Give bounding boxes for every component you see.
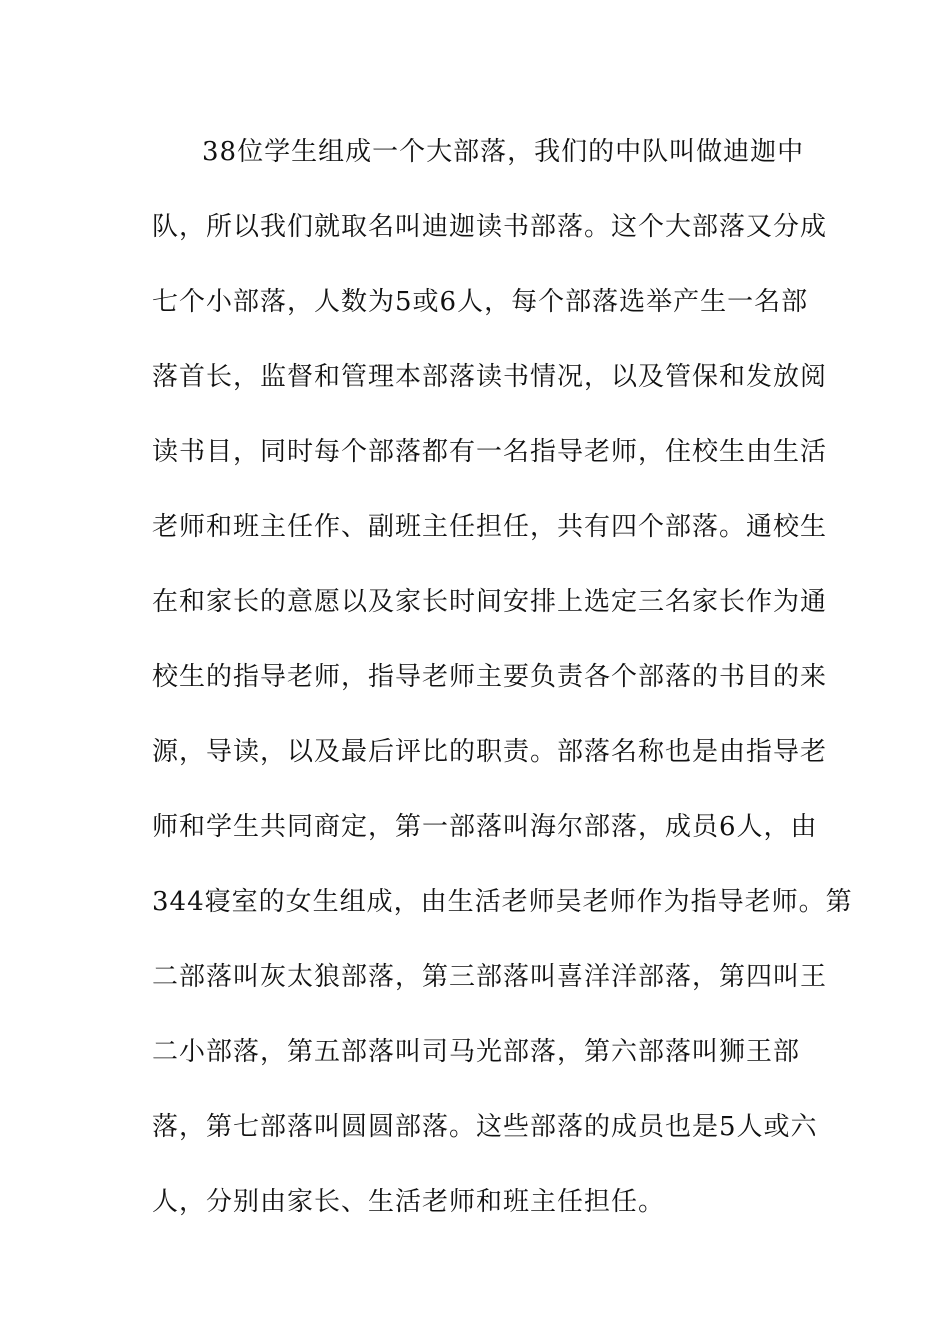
paragraph-line: 队，所以我们就取名叫迪迦读书部落。这个大部落又分成 — [152, 212, 828, 242]
paragraph-line: 校生的指导老师，指导老师主要负责各个部落的书目的来 — [152, 662, 828, 692]
paragraph-line: 在和家长的意愿以及家长时间安排上选定三名家长作为通 — [152, 587, 828, 617]
paragraph-line: 读书目，同时每个部落都有一名指导老师，住校生由生活 — [152, 437, 828, 467]
paragraph — [152, 126, 853, 1251]
paragraph-line: 38位学生组成一个大部落，我们的中队叫做迪迦中 — [202, 137, 805, 167]
paragraph-line: 落，第七部落叫圆圆部落。这些部落的成员也是5人或六 — [152, 1112, 818, 1142]
paragraph-line: 落首长，监督和管理本部落读书情况，以及管保和发放阅 — [152, 362, 828, 392]
paragraph-line: 二小部落，第五部落叫司马光部落，第六部落叫狮王部 — [152, 1037, 801, 1067]
paragraph-line: 七个小部落，人数为5或6人，每个部落选举产生一名部 — [152, 287, 809, 317]
paragraph-line: 老师和班主任作、副班主任担任，共有四个部落。通校生 — [152, 512, 828, 542]
paragraph-line: 源，导读，以及最后评比的职责。部落名称也是由指导老 — [152, 737, 828, 767]
paragraph-line: 师和学生共同商定，第一部落叫海尔部落，成员6人，由 — [152, 812, 818, 842]
paragraph-line: 二部落叫灰太狼部落，第三部落叫喜洋洋部落，第四叫王 — [152, 962, 828, 992]
paragraph-line: 344寝室的女生组成，由生活老师吴老师作为指导老师。第 — [152, 887, 853, 917]
paragraph-line: 人，分别由家长、生活老师和班主任担任。 — [152, 1187, 666, 1217]
